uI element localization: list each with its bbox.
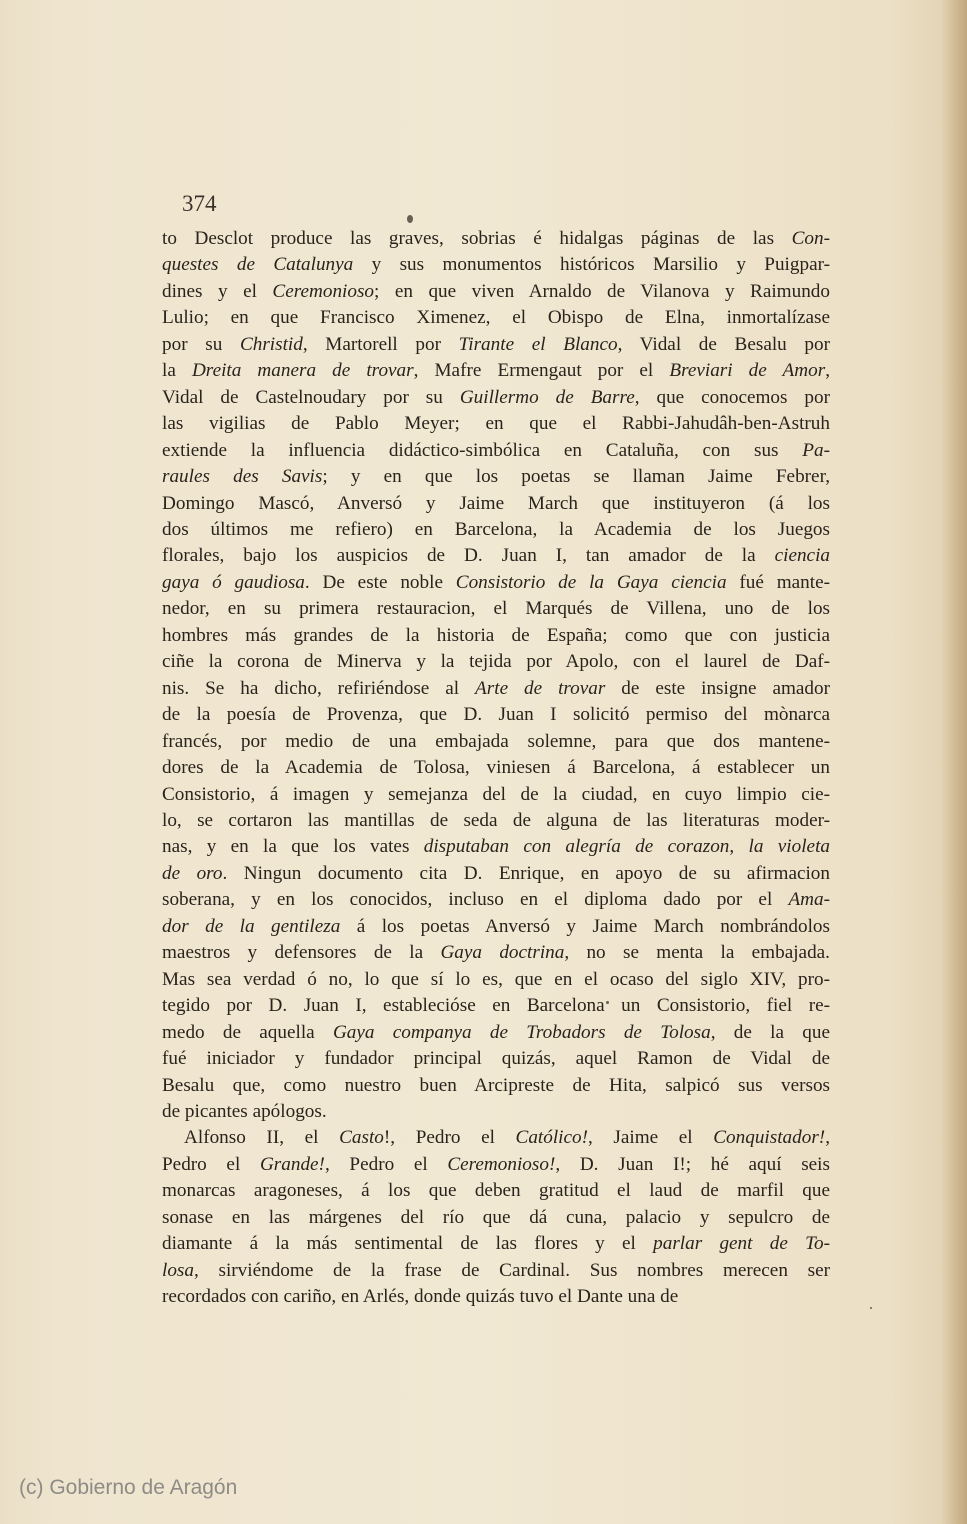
text-segment: Pedro el	[162, 1153, 260, 1175]
italic-text: la violeta	[748, 836, 830, 858]
text-segment: hombres más grandes de la historia de España; como que con justicia	[162, 624, 830, 646]
ink-speck	[407, 215, 413, 223]
text-line	[162, 729, 830, 755]
text-line	[162, 332, 830, 358]
copyright-watermark: (c) Gobierno de Aragón	[19, 1476, 238, 1499]
text-segment: monarcas aragoneses, á los que deben gratitud el laud de marfil que	[162, 1180, 830, 1202]
text-segment: , Pedro el	[324, 1153, 448, 1175]
text-line	[162, 411, 830, 437]
italic-text: Arte de trovar	[475, 677, 606, 699]
text-line	[162, 543, 830, 569]
text-segment: por su	[162, 333, 240, 355]
text-line	[162, 861, 830, 887]
text-segment: , sirviéndome de la frase de Cardinal. Sus nombres merecen ser	[194, 1259, 830, 1281]
body-text	[162, 226, 830, 1311]
text-line	[162, 1152, 830, 1178]
text-line	[162, 438, 830, 464]
italic-text: questes de Catalunya	[162, 254, 354, 276]
text-segment: nis. Se ha dicho, refiriéndose al	[162, 677, 476, 699]
text-segment: , Mafre Ermengaut por el	[413, 360, 670, 382]
text-segment: francés, por medio de una embajada solemne, para que dos mantene-	[162, 730, 830, 752]
text-line	[162, 385, 830, 411]
text-line	[162, 782, 830, 808]
text-segment: , Martorell por	[302, 333, 459, 355]
italic-text: raules des Savis	[162, 466, 323, 488]
italic-text: Con-	[791, 228, 830, 249]
text-line	[162, 1073, 830, 1099]
italic-text: dor de la gentileza	[162, 915, 341, 937]
text-segment: sonase en las márgenes del río que dá cuna, palacio y sepulcro de	[162, 1206, 830, 1228]
text-line	[162, 305, 830, 331]
text-line	[162, 914, 830, 940]
text-segment: ,	[825, 360, 830, 382]
text-line	[162, 596, 830, 622]
italic-text: losa	[162, 1259, 194, 1281]
text-line	[162, 1178, 830, 1204]
italic-text: Pa-	[802, 439, 830, 461]
italic-text: disputaban con alegría de corazon	[423, 836, 730, 858]
text-segment: Mas sea verdad ó no, lo que sí lo es, que en el ocaso del siglo XIV, pro-	[162, 968, 830, 990]
text-segment: de este insigne amador	[605, 677, 831, 699]
text-line	[162, 517, 830, 543]
italic-text: Ceremonioso	[272, 280, 375, 302]
text-line	[162, 702, 830, 728]
text-line	[162, 967, 830, 993]
text-line	[162, 755, 830, 781]
italic-text: Dreita manera de trovar	[191, 360, 414, 382]
italic-text: Ama-	[788, 889, 830, 911]
text-segment: fué mante-	[726, 571, 830, 593]
text-segment: to Desclot produce las graves, sobrias é hidalgas páginas de las	[162, 228, 792, 249]
text-line	[162, 649, 830, 675]
italic-text: Gaya doctrina	[440, 942, 565, 964]
text-segment: soberana, y en los conocidos, incluso en el diploma dado por el	[162, 889, 789, 911]
text-segment: ; y en que los poetas se llaman Jaime Febrer,	[322, 466, 830, 488]
italic-text: Casto	[339, 1127, 384, 1149]
text-segment: , de la que	[710, 1021, 830, 1043]
text-segment: maestros y defensores de la	[162, 942, 441, 964]
text-segment: !, Pedro el	[383, 1127, 516, 1149]
text-segment: nas, y en la que los vates	[162, 836, 424, 858]
text-segment: , que conocemos por	[634, 386, 830, 408]
italic-text: parlar gent de To-	[653, 1233, 830, 1255]
text-segment: , D. Juan I!; hé aquí seis	[555, 1153, 830, 1175]
text-line	[162, 1046, 830, 1072]
italic-text: Guillermo de Barre	[459, 386, 635, 408]
italic-text: Grande!	[259, 1153, 325, 1175]
text-line	[162, 464, 830, 490]
text-segment: diamante á la más sentimental de las flores y el	[162, 1233, 654, 1255]
text-segment: á los poetas Anversó y Jaime March nombrándolos	[340, 915, 830, 937]
text-segment: . De este noble	[304, 571, 456, 593]
text-line	[162, 491, 830, 517]
text-segment: tegido por D. Juan I, establecióse en Barcelona un Consistorio, fiel re-	[162, 995, 830, 1017]
italic-text: Consistorio de la Gaya ciencia	[455, 571, 727, 593]
text-segment: , Jaime el	[588, 1127, 714, 1149]
text-line	[162, 1125, 830, 1151]
text-line	[162, 279, 830, 305]
text-segment: Vidal de Castelnoudary por su	[162, 386, 460, 408]
text-line	[162, 887, 830, 913]
text-segment: de la poesía de Provenza, que D. Juan I solicitó permiso del mònarca	[162, 704, 830, 726]
text-segment: de picantes apólogos.	[162, 1100, 327, 1122]
text-line	[162, 676, 830, 702]
text-segment: ,	[825, 1127, 830, 1149]
italic-text: Breviari de Amor	[669, 360, 826, 382]
italic-text: ciencia	[774, 545, 830, 567]
italic-text: Católico!	[515, 1127, 589, 1149]
text-line	[162, 1099, 830, 1125]
text-segment: recordados con cariño, en Arlés, donde quizás tuvo el Dante una de	[162, 1286, 679, 1308]
text-segment: dores de la Academia de Tolosa, viniesen á Barcelona, á establecer un	[162, 757, 830, 779]
text-segment: ciñe la corona de Minerva y la tejida por Apolo, con el laurel de Daf-	[162, 651, 830, 673]
page-number: 374	[182, 191, 217, 216]
text-line	[162, 940, 830, 966]
text-line	[162, 1284, 830, 1310]
page-edge-shadow	[941, 0, 967, 1524]
text-line	[162, 358, 830, 384]
text-segment: nedor, en su primera restauracion, el Marqués de Villena, uno de los	[162, 598, 830, 620]
italic-text: Gaya companya de Trobadors de Tolosa	[332, 1021, 711, 1043]
text-segment: fué iniciador y fundador principal quizás, aquel Ramon de Vidal de	[162, 1048, 830, 1070]
italic-text: Christid	[239, 333, 303, 355]
italic-text: de oro	[162, 862, 223, 884]
text-line	[162, 1205, 830, 1231]
text-line	[162, 1258, 830, 1284]
text-segment: medo de aquella	[162, 1021, 333, 1043]
italic-text: gaya ó gaudiosa	[162, 571, 305, 593]
text-segment: Alfonso II, el	[184, 1127, 340, 1149]
text-line	[162, 1020, 830, 1046]
text-line	[162, 252, 830, 278]
text-segment: . Ningun documento cita D. Enrique, en apoyo de su afirmacion	[222, 862, 830, 884]
text-segment: Domingo Mascó, Anversó y Jaime March que instituyeron (á los	[162, 492, 830, 514]
italic-text: Conquistador!	[713, 1127, 826, 1149]
text-segment: Besalu que, como nuestro buen Arcipreste de Hita, salpicó sus versos	[162, 1074, 830, 1096]
text-line	[162, 570, 830, 596]
text-segment: Lulio; en que Francisco Ximenez, el Obispo de Elna, inmortalízase	[162, 307, 830, 329]
text-segment: lo, se cortaron las mantillas de seda de alguna de las literaturas moder-	[162, 809, 830, 831]
text-line	[162, 808, 830, 834]
text-segment: , Vidal de Besalu por	[617, 333, 830, 355]
text-segment: ; en que viven Arnaldo de Vilanova y Raimundo	[374, 280, 830, 302]
text-line	[162, 993, 830, 1019]
text-line	[162, 623, 830, 649]
text-segment: Consistorio, á imagen y semejanza del de la ciudad, en cuyo limpio cie-	[162, 783, 830, 805]
text-segment: dines y el	[162, 280, 273, 302]
text-segment: dos últimos me refiero) en Barcelona, la Academia de los Juegos	[162, 518, 830, 540]
text-segment: las vigilias de Pablo Meyer; en que el Rabbi-Jahudâh-ben-Astruh	[162, 413, 830, 435]
text-segment: ,	[729, 836, 749, 858]
text-line	[162, 226, 830, 252]
text-line	[162, 1231, 830, 1257]
text-segment: florales, bajo los auspicios de D. Juan I, tan amador de la	[162, 545, 775, 567]
text-segment: y sus monumentos históricos Marsilio y Puigpar-	[353, 254, 830, 276]
italic-text: Ceremonioso!	[447, 1153, 556, 1175]
text-segment: extiende la influencia didáctico-simbólica en Cataluña, con sus	[162, 439, 803, 461]
text-line	[162, 834, 830, 860]
text-segment: la	[162, 360, 192, 382]
italic-text: Tirante el Blanco	[458, 333, 618, 355]
ink-speck	[870, 1307, 872, 1309]
text-segment: , no se menta la embajada.	[564, 942, 830, 964]
